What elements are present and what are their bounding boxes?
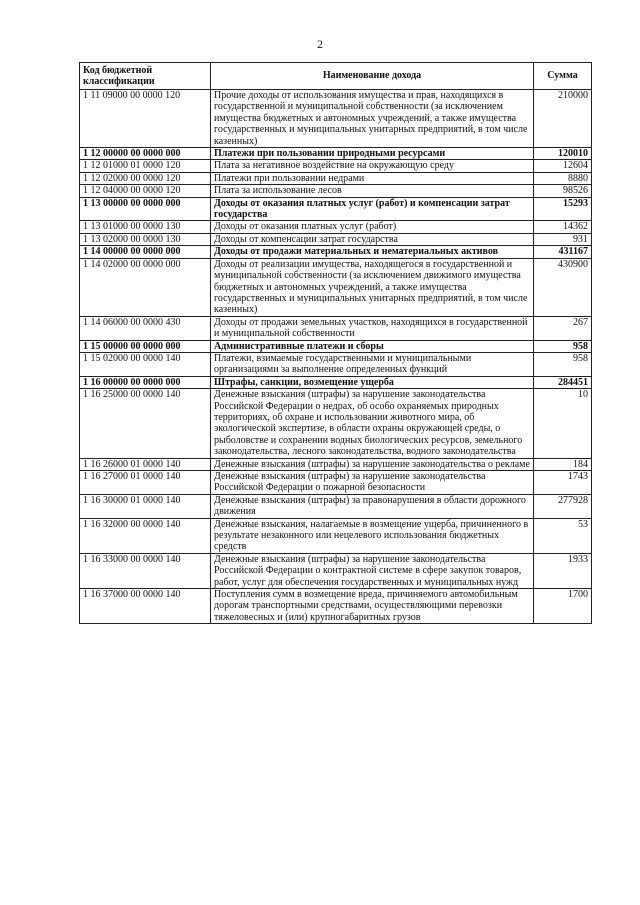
cell-code: 1 12 04000 00 0000 120 — [80, 185, 211, 197]
table-header-row — [80, 63, 592, 90]
cell-sum: 1700 — [534, 589, 592, 624]
cell-name: Поступления сумм в возмещение вреда, причиняемого автомобильным дорогам транспортными средствами, осуществляющими перевозки тяжеловесных и (или) крупногабаритных грузов — [211, 589, 534, 624]
cell-code: 1 16 37000 00 0000 140 — [80, 589, 211, 624]
cell-code: 1 16 00000 00 0000 000 — [80, 376, 211, 388]
table-row — [80, 494, 592, 518]
cell-name: Административные платежи и сборы — [211, 340, 534, 352]
table-row — [80, 589, 592, 624]
header-code: Код бюджетной классификации — [80, 63, 211, 90]
cell-sum: 284451 — [534, 376, 592, 388]
cell-code: 1 13 02000 00 0000 130 — [80, 233, 211, 245]
cell-code: 1 16 25000 00 0000 140 — [80, 389, 211, 458]
table-row — [80, 90, 592, 148]
cell-sum: 431167 — [534, 246, 592, 258]
header-name: Наименование дохода — [211, 63, 534, 90]
cell-sum: 210000 — [534, 90, 592, 148]
cell-sum: 184 — [534, 458, 592, 470]
cell-name: Доходы от продажи земельных участков, находящихся в государственной и муниципальной собственности — [211, 316, 534, 340]
table-row — [80, 160, 592, 172]
cell-sum: 12604 — [534, 160, 592, 172]
table-body — [80, 90, 592, 624]
cell-sum: 430900 — [534, 258, 592, 316]
cell-code: 1 14 06000 00 0000 430 — [80, 316, 211, 340]
cell-code: 1 15 02000 00 0000 140 — [80, 352, 211, 376]
cell-sum: 267 — [534, 316, 592, 340]
cell-sum: 1743 — [534, 471, 592, 495]
cell-sum: 98526 — [534, 185, 592, 197]
cell-name: Денежные взыскания (штрафы) за нарушение законодательства Российской Федерации о пожарной безопасности — [211, 471, 534, 495]
header-sum: Сумма — [534, 63, 592, 90]
cell-sum: 931 — [534, 233, 592, 245]
cell-sum: 15293 — [534, 197, 592, 221]
table-row — [80, 172, 592, 184]
table-row — [80, 148, 592, 160]
cell-name: Денежные взыскания (штрафы) за правонарушения в области дорожного движения — [211, 494, 534, 518]
cell-name: Плата за негативное воздействие на окружающую среду — [211, 160, 534, 172]
table-row — [80, 316, 592, 340]
table-row — [80, 553, 592, 588]
cell-name: Денежные взыскания (штрафы) за нарушение законодательства о рекламе — [211, 458, 534, 470]
cell-name: Штрафы, санкции, возмещение ущерба — [211, 376, 534, 388]
table-row — [80, 458, 592, 470]
cell-name: Платежи, взимаемые государственными и муниципальными организациями за выполнение определенных функций — [211, 352, 534, 376]
cell-sum: 958 — [534, 352, 592, 376]
cell-sum: 53 — [534, 518, 592, 553]
cell-code: 1 14 02000 00 0000 000 — [80, 258, 211, 316]
cell-code: 1 12 00000 00 0000 000 — [80, 148, 211, 160]
cell-code: 1 16 26000 01 0000 140 — [80, 458, 211, 470]
cell-sum: 8880 — [534, 172, 592, 184]
table-row — [80, 246, 592, 258]
cell-code: 1 13 01000 00 0000 130 — [80, 221, 211, 233]
cell-name: Доходы от реализации имущества, находящегося в государственной и муниципальной собственности (за исключением движимого имущества бюджетных и автономных учреждений, а также имущества государственных и муниципальных унитарных предприятий, в том числе казенных) — [211, 258, 534, 316]
cell-code: 1 12 02000 00 0000 120 — [80, 172, 211, 184]
cell-sum: 1933 — [534, 553, 592, 588]
cell-code: 1 13 00000 00 0000 000 — [80, 197, 211, 221]
cell-code: 1 16 30000 01 0000 140 — [80, 494, 211, 518]
cell-name: Денежные взыскания (штрафы) за нарушение законодательства Российской Федерации о недрах, об особо охраняемых природных территориях, об охране и использовании животного мира, об экологической экспертизе, в области охраны окружающей среды, о рыболовстве и сохранении водных биологических ресурсов, земельного законодательства, лесного законодательства, водного законодательства — [211, 389, 534, 458]
table-row — [80, 221, 592, 233]
table-row — [80, 389, 592, 458]
table-row — [80, 185, 592, 197]
cell-name: Плата за использование лесов — [211, 185, 534, 197]
cell-sum: 120010 — [534, 148, 592, 160]
cell-sum: 14362 — [534, 221, 592, 233]
cell-code: 1 12 01000 01 0000 120 — [80, 160, 211, 172]
cell-name: Доходы от оказания платных услуг (работ) и компенсации затрат государства — [211, 197, 534, 221]
cell-code: 1 16 33000 00 0000 140 — [80, 553, 211, 588]
table-row — [80, 352, 592, 376]
table-row — [80, 376, 592, 388]
cell-sum: 277928 — [534, 494, 592, 518]
cell-sum: 10 — [534, 389, 592, 458]
table-row — [80, 258, 592, 316]
cell-name: Платежи при пользовании недрами — [211, 172, 534, 184]
table-row — [80, 340, 592, 352]
cell-code: 1 16 32000 00 0000 140 — [80, 518, 211, 553]
cell-code: 1 14 00000 00 0000 000 — [80, 246, 211, 258]
cell-name: Платежи при пользовании природными ресурсами — [211, 148, 534, 160]
cell-name: Доходы от компенсации затрат государства — [211, 233, 534, 245]
page-number: 2 — [317, 37, 323, 51]
table-row — [80, 518, 592, 553]
table-row — [80, 471, 592, 495]
table-row — [80, 197, 592, 221]
cell-name: Доходы от оказания платных услуг (работ) — [211, 221, 534, 233]
table-row — [80, 233, 592, 245]
cell-name: Прочие доходы от использования имущества и прав, находящихся в государственной и муниципальной собственности (за исключением имущества бюджетных и автономных учреждений, а также имущества государственных и муниципальных унитарных предприятий, в том числе казенных) — [211, 90, 534, 148]
cell-sum: 958 — [534, 340, 592, 352]
cell-code: 1 11 09000 00 0000 120 — [80, 90, 211, 148]
cell-code: 1 16 27000 01 0000 140 — [80, 471, 211, 495]
cell-name: Денежные взыскания (штрафы) за нарушение законодательства Российской Федерации о контрактной системе в сфере закупок товаров, работ, услуг для обеспечения государственных и муниципальных нужд — [211, 553, 534, 588]
cell-name: Доходы от продажи материальных и нематериальных активов — [211, 246, 534, 258]
cell-name: Денежные взыскания, налагаемые в возмещение ущерба, причиненного в результате незаконного или нецелевого использования бюджетных средств — [211, 518, 534, 553]
cell-code: 1 15 00000 00 0000 000 — [80, 340, 211, 352]
budget-revenue-table — [79, 62, 592, 624]
